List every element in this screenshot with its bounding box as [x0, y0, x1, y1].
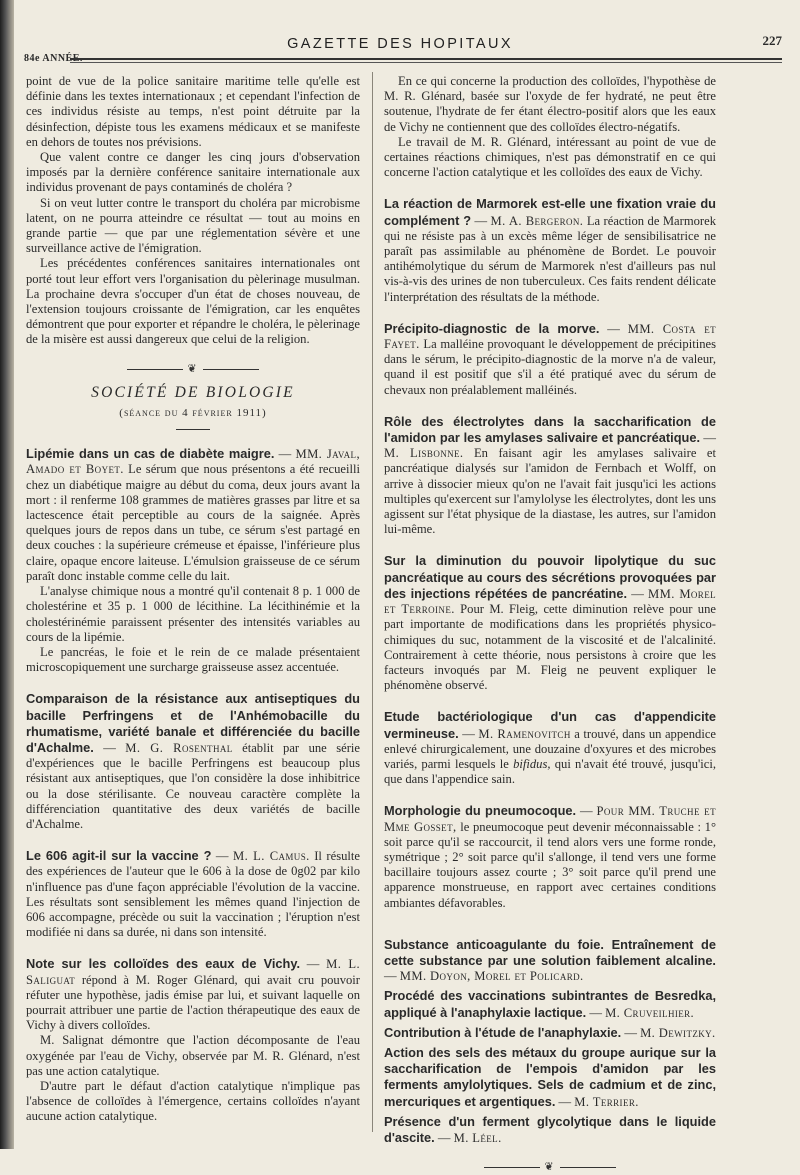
article-body: répond à M. Roger Glénard, qui avait cru pouvoir réfuter une hypothèse, jadis émise par lui, et suivant laquelle on pourrait attribuer une partie de l'action thérapeutique des eaux de Vichy à divers colloïdes.: [26, 972, 360, 1033]
article-title: Le 606 agit-il sur la vaccine ?: [26, 848, 212, 864]
article-title: Lipémie dans un cas de diabète maigre.: [26, 446, 275, 462]
paragraph: M. Salignat démontre que l'action décomposante de l'eau oxygénée par l'eau de Vichy, observée par M. R. Glénard, n'est pas une action catalytique.: [26, 1033, 360, 1078]
article-body: En faisant agir les amylases salivaire et pancréatique dialysés sur l'amidon de Fernbach et Wolff, on arrive à dissocier mieux qu'on ne l'avait fait jusqu'ici les actions multiples qu'exercent sur l'amylolyse les électrolytes, dont les uns agissent sur l'état physique de la diastase, les autres, sur l'amidon lui-même.: [384, 446, 716, 537]
article-authors: MM. Costa et Fayet.: [384, 321, 716, 352]
article-title: Action des sels des métaux du groupe aurique sur la saccharification de l'empois d'amidon par les ferments amylolytiques. Sels de cadmium et de zinc, mercuriques et argentiques.: [384, 1044, 716, 1109]
article-authors: M. Cruveilhier.: [605, 1005, 695, 1020]
article-lipolytique: Sur la diminution du pouvoir lipolytique du suc pancréatique au cours des sécrétions provoquées par des injections répétées de pancréatine. — MM. Morel et Terroine. Pour M. Fleig, cette diminution relève pour une part importante de modifications dans les propriétés physico-chimiques du suc, notamment de la viscosité et de l'alcalinité. Contrairement à cette théorie, nous persistons à croire que les facteurs invoqués par M. Fleig ne peuvent expliquer le phénomène observé.: [384, 553, 717, 693]
paragraph: point de vue de la police sanitaire maritime telle qu'elle est définie dans les textes internationaux ; et cependant l'infection de ces individus résiste au temps, n'est point détruite par la désinfection, dépiste tous les examens médicaux et se manifeste en dehors de toutes nos prévisions.: [26, 74, 360, 149]
article-authors: M. L. Saliguat: [26, 957, 361, 987]
paragraph: Si on veut lutter contre le transport du choléra par microbisme latent, on ne pourra atteindre ce résultat — tout au moins en grande partie — que par une réglementation sévère et une surveillance active de l'émigration.: [26, 195, 360, 256]
article-title: Sur la diminution du pouvoir lipolytique du suc pancréatique au cours des sécrétions provoquées par des injections répétées de pancréatine.: [384, 553, 716, 601]
section-title: SOCIÉTÉ DE BIOLOGIE: [91, 383, 295, 401]
paragraph: Le travail de M. R. Glénard, intéressant au point de vue de certaines réactions chimiques, n'est pas démonstratif en ce qui concerne l'action catalytique et les colloïdes des eaux de Vichy.: [384, 134, 716, 180]
article-authors: M. Léel.: [453, 1130, 502, 1145]
article-marmorek: La réaction de Marmorek est-elle une fixation vraie du complément ? — M. A. Bergeron. La réaction de Marmorek qui ne résiste pas à un excès même léger de sensibilisatrice ne paraît pas assimilable au phénomène de Bordet. Le pouvoir antihémolytique du sérum de Marmorek n'est d'ailleurs pas nul vis-à-vis des urines de non tuberculeux. Ces faits rendent délicate l'interprétation des résultats de la méthode.: [384, 196, 717, 304]
article-authors: M. Terrier.: [574, 1094, 639, 1109]
short-rule: [176, 429, 210, 430]
title-entry: Substance anticoagulante du foie. Entraînement de cette substance par une solution faiblement alcaline. — MM. Doyon, Morel et Policard.: [384, 936, 716, 984]
left-column: [26, 74, 360, 1139]
article-authors: M. A. Bergeron.: [490, 213, 584, 228]
binding-spine: [0, 0, 14, 1149]
paragraph: Les précédentes conférences sanitaires internationales ont porté tout leur effort vers l'organisation du pèlerinage musulman. La prochaine devra s'occuper d'un état de choses nouveau, de l'extension toujours croissante de l'émigration, car les enquêtes démontrent que pour exporter et répandre le choléra, le pèlerinage de la misère est aussi dangereux que celui de la religion.: [26, 256, 360, 347]
page-header-title: GAZETTE DES HOPITAUX: [287, 36, 513, 52]
article-body: a trouvé, dans un appendice enlevé chirurgicalement, une douzaine d'oxyures et des microbes variés, parmi lesquels le: [384, 726, 717, 771]
article-vaccine-606: Le 606 agit-il sur la vaccine ? — M. L. Camus. Il résulte des expériences de l'auteur que le 606 à la dose de 0g02 par kilo n'influence pas d'une façon appréciable l'évolution de la vaccine. Les résultats sont sensiblement les mêmes quand l'injection de 606 accompagne, précède ou suit la vaccination ; l'éruption n'est modifiée ni dans sa durée, ni dans son intensité.: [26, 848, 360, 940]
header-rule: [70, 58, 782, 60]
article-authors: M. Ramenovitch: [478, 726, 571, 741]
right-column: [384, 74, 717, 1174]
article-body: Il résulte des expériences de l'auteur que le 606 à la dose de 0g02 par kilo n'influence pas d'une façon appréciable l'évolution de la vaccine. Les résultats sont sensiblement les mêmes quand l'injection de 606 accompagne, précède ou suit la vaccination ; l'éruption n'est modifiée ni dans sa durée, ni dans son intensité.: [26, 849, 360, 940]
title-entry: Action des sels des métaux du groupe aurique sur la saccharification de l'empois d'amidon par les ferments amylolytiques. Sels de cadmium et de zinc, mercuriques et argentiques. — M. Terrier.: [384, 1044, 716, 1109]
article-body: le pneumocoque peut devenir méconnaissable : 1° soit parce qu'il se raccourcit, il tend alors vers une forme ronde, symétrique ; 2° soit parce qu'il s'allonge, il tend vers une forme bacillaire toujours assez courte ; 3° soit parce qu'il prend une apparence monstrueuse, en rapport avec certaines conditions ambiantes défavorables.: [384, 819, 717, 910]
article-authors: M. G. Rosenthal: [125, 740, 233, 755]
year-label: 84e ANNÉE.: [24, 53, 83, 64]
page-number: 227: [762, 33, 782, 48]
article-title: Substance anticoagulante du foie. Entraînement de cette substance par une solution faiblement alcaline.: [384, 936, 716, 968]
paragraph: En ce qui concerne la production des colloïdes, l'hypothèse de M. R. Glénard, basée sur l'oxyde de fer hydraté, ne peut être soutenue, l'hydrate de fer étant électro-positif alors que les eaux de Vichy ne contiennent que des colloïdes électro-négatifs.: [384, 74, 716, 134]
paragraph: Que valent contre ce danger les cinq jours d'observation imposés par la dernière conférence sanitaire internationale aux individus provenant de pays contaminés de choléra ?: [26, 150, 360, 195]
article-title: Morphologie du pneumocoque.: [384, 803, 577, 819]
article-title: La réaction de Marmorek est-elle une fixation vraie du complément ?: [384, 196, 716, 228]
article-authors: MM. Javal, Amado et Boyet.: [26, 447, 360, 477]
title-entry: Présence d'un ferment glycolytique dans le liquide d'ascite. — M. Léel.: [384, 1113, 716, 1145]
article-vichy: Note sur les colloïdes des eaux de Vichy. — M. L. Saliguat répond à M. Roger Glénard, qui avait cru pouvoir réfuter une hypothèse, jadis émise par lui, et suivant laquelle on pourrait attribuer une partie de l'action thérapeutique des eaux de Vichy à divers colloïdes.: [26, 956, 361, 1033]
article-authors: M. Lisbonne.: [384, 446, 464, 461]
ornament-divider: ❦: [26, 362, 360, 377]
article-authors: MM. Morel et Terroine.: [384, 586, 717, 617]
article-authors: Pour MM. Truche et Mme Gosset,: [384, 804, 716, 834]
article-body: établit par une série d'expériences que le bacille Perfringens est beaucoup plus résistant aux antiseptiques, que l'on considère la dose inhibitrice ou la dose stérilisante. Ce nouveau caractère complète la différenciation quantitative des deux variétés de bacille d'Achalme.: [26, 740, 360, 831]
title-entry: Procédé des vaccinations subintrantes de Besredka, appliqué à l'anaphylaxie lactique. — M. Cruveilhier.: [384, 988, 716, 1020]
article-authors: MM. Doyon, Morel et Policard.: [399, 969, 584, 984]
article-body: La réaction de Marmorek qui ne résiste pas à un excès même léger de sensibilisatrice ne paraît pas assimilable au phénomène de Bordet. Le pouvoir antihémolytique du sérum de Marmorek n'est d'ailleurs pas nul vis-à-vis des urines de non tuberculeux. Ces faits rendent délicate l'interprétation des résultats de la méthode.: [384, 213, 717, 304]
title-entry: Contribution à l'étude de l'anaphylaxie. — M. Dewitzky.: [384, 1024, 716, 1040]
header-rule-thin: [70, 62, 782, 63]
article-body-italic: bifidus,: [513, 756, 551, 771]
paragraph: D'autre part le défaut d'action catalytique n'implique pas l'absence de colloïdes à l'émergence, certains colloïdes n'ayant aucune action catalytique.: [26, 1078, 360, 1124]
article-morve: Précipito-diagnostic de la morve. — MM. Costa et Fayet. La malléine provoquant le développement de précipitines dans le sérum, le précipito-diagnostic de la morve n'a de valeur, quand il est positif que s'il a été pratiqué avec du sérum de chevaux non préalablement malléinés.: [384, 320, 716, 397]
article-title: Rôle des électrolytes dans la saccharification de l'amidon par les amylases salivaire et pancréatique.: [384, 413, 716, 446]
article-body: La malléine provoquant le développement de précipitines dans le sérum, le précipito-diagnostic de la morve n'a de valeur, quand il est positif que s'il a été pratiqué avec du sérum de chevaux non préalablement malléinés.: [384, 337, 716, 397]
article-title: Note sur les colloïdes des eaux de Vichy.: [26, 956, 301, 972]
article-electrolytes: Rôle des électrolytes dans la saccharification de l'amidon par les amylases salivaire et pancréatique. — M. Lisbonne. En faisant agir les amylases salivaire et pancréatique dialysés sur l'amidon de Fernbach et Wolff, on arrive à dissocier mieux qu'on ne l'avait fait jusqu'ici les actions multiples qu'exercent sur l'amylolyse les électrolytes, dont les uns agissent sur l'état physique de la diastase, les autres, sur l'amidon lui-même.: [384, 413, 716, 537]
article-perfringens: Comparaison de la résistance aux antiseptiques du bacille Perfringens et de l'Anhémobacille du rhumatisme, variété banale et différenciée du bacille d'Achalme. — M. G. Rosenthal établit par une série d'expériences que le bacille Perfringens est beaucoup plus résistant aux antiseptiques, que l'on considère la dose inhibitrice ou la dose stérilisante. Ce nouveau caractère complète la différenciation quantitative des deux variétés de bacille d'Achalme.: [26, 691, 360, 831]
article-title: Précipito-diagnostic de la morve.: [384, 320, 600, 336]
article-title: Etude bactériologique d'un cas d'appendicite vermineuse.: [384, 709, 716, 741]
paragraph: Le pancréas, le foie et le rein de ce malade présentaient microscopiquement une surcharge graisseuse assez accentuée.: [26, 644, 360, 675]
ornament-divider: ❦: [384, 1160, 716, 1175]
article-body: Le sérum que nous présentons a été recueilli chez un diabétique maigre au début du coma, deux jours avant la mort : il renferme 108 grammes de matières grasses par litre et sa lactescence était perceptible au cours de la saignée. Après quelques jours de repos dans un tube, ce sérum s'est partagé en deux couches : la supérieure crémeuse et épaisse, l'inférieure plus claire, opaque encore laiteuse. L'émulsion graisseuse de ce sérum paraît donc instable comme celle du lait.: [26, 462, 360, 583]
article-authors: M. L. Camus.: [233, 849, 310, 864]
article-title: Présence d'un ferment glycolytique dans le liquide d'ascite.: [384, 1113, 716, 1145]
article-title: Procédé des vaccinations subintrantes de Besredka, appliqué à l'anaphylaxie lactique.: [384, 988, 716, 1020]
article-title: Comparaison de la résistance aux antiseptiques du bacille Perfringens et de l'Anhémobacille du rhumatisme, variété banale et différenciée du bacille d'Achalme.: [26, 691, 360, 755]
article-title: Contribution à l'étude de l'anaphylaxie.: [384, 1024, 622, 1040]
article-authors: M. Dewitzky.: [640, 1025, 716, 1040]
article-pneumocoque: Morphologie du pneumocoque. — Pour MM. Truche et Mme Gosset, le pneumocoque peut devenir méconnaissable : 1° soit parce qu'il se raccourcit, il tend alors vers une forme ronde, symétrique ; 2° soit parce qu'il s'allonge, il tend vers une forme bacillaire toujours assez courte ; 3° soit parce qu'il prend une apparence monstrueuse, en rapport avec certaines conditions ambiantes défavorables.: [384, 803, 717, 910]
paragraph: L'analyse chimique nous a montré qu'il contenait 8 p. 1 000 de cholestérine et 35 p. 1 000 de lécithine. La lécithinémie et la cholestérinémie paraissent présenter des intensités variables au cours de la lipémie.: [26, 584, 360, 644]
column-divider: [372, 72, 373, 1132]
session-date: (séance du 4 février 1911): [119, 407, 267, 420]
article-appendicite: Etude bactériologique d'un cas d'appendicite vermineuse. — M. Ramenovitch a trouvé, dans un appendice enlevé chirurgicalement, une douzaine d'oxyures et des microbes variés, parmi lesquels le bifidus, qui n'avait été trouvé, jusqu'ici, que dans l'appendice sain.: [384, 709, 717, 787]
article-lipemie: Lipémie dans un cas de diabète maigre. — MM. Javal, Amado et Boyet. Le sérum que nous présentons a été recueilli chez un diabétique maigre au début du coma, deux jours avant la mort : il renferme 108 grammes de matières grasses par litre et sa lactescence était perceptible au cours de la saignée. Après quelques jours de repos dans un tube, ce sérum s'est partagé en deux couches : la supérieure crémeuse et épaisse, l'inférieure plus claire, opaque encore laiteuse. L'émulsion graisseuse de ce sérum paraît donc instable comme celle du lait.: [26, 446, 360, 583]
article-body: qui n'avait été trouvé, jusqu'ici, que dans l'appendice sain.: [384, 756, 717, 787]
article-body: Pour M. Fleig, cette diminution relève pour une part importante de modifications dans les propriétés physico-chimiques du suc, notamment de la viscosité et de l'alcalinité. Contrairement à cette théorie, nous persistons à croire que les facteurs invoqués par M. Fleig ne peuvent expliquer le phénomène observé.: [384, 602, 716, 693]
